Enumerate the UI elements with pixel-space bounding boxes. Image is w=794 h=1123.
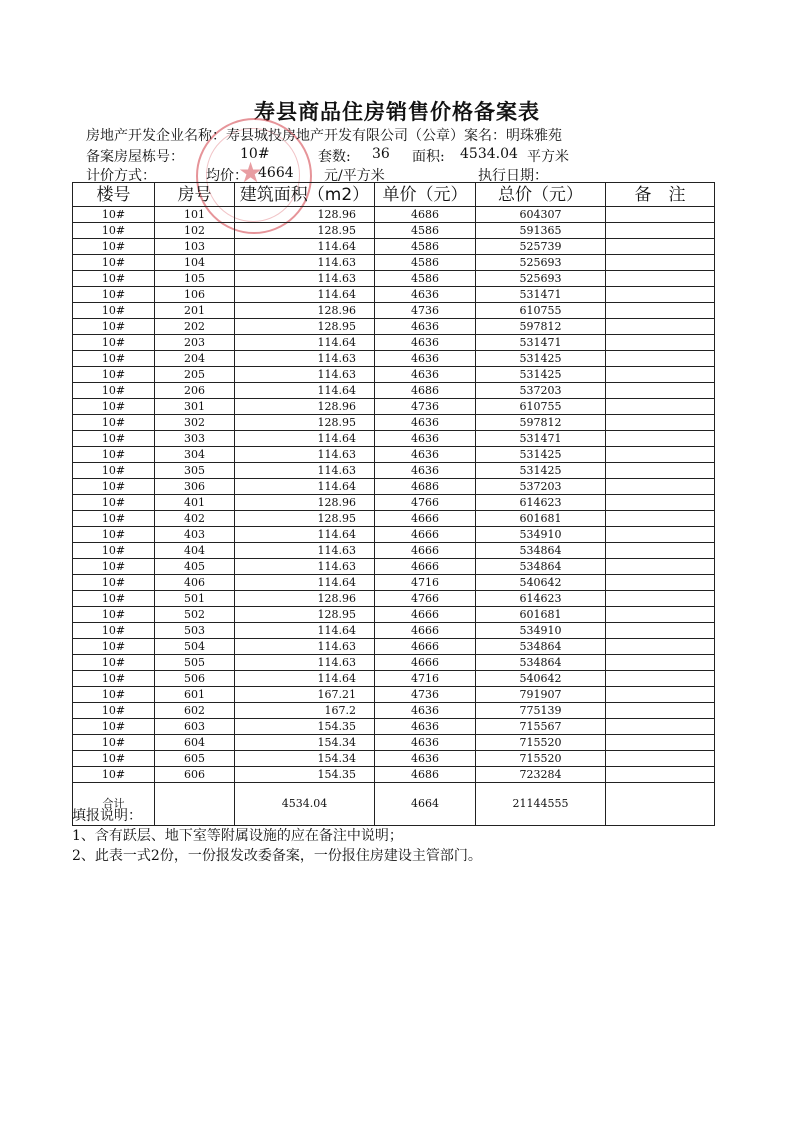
cell-area: 128.95 <box>235 319 375 335</box>
cell-area: 114.63 <box>235 255 375 271</box>
header-room: 房号 <box>155 183 235 207</box>
cell-unit-price: 4666 <box>375 527 476 543</box>
table-row <box>73 559 715 575</box>
cell-building: 10# <box>73 639 155 655</box>
cell-unit-price: 4686 <box>375 767 476 783</box>
table-row <box>73 639 715 655</box>
cell-remark <box>606 767 715 783</box>
cell-building: 10# <box>73 527 155 543</box>
area-label: 面积: <box>412 149 445 165</box>
cell-room: 305 <box>155 463 235 479</box>
cell-room: 303 <box>155 431 235 447</box>
cell-room: 601 <box>155 687 235 703</box>
cell-total-price: 614623 <box>476 495 606 511</box>
cell-building: 10# <box>73 495 155 511</box>
cell-remark <box>606 271 715 287</box>
cell-total-price: 531425 <box>476 367 606 383</box>
header-remark: 备 注 <box>606 183 715 207</box>
note-item-2: 2、此表一式2份，一份报发改委备案，一份报住房建设主管部门。 <box>72 848 482 864</box>
cell-remark <box>606 687 715 703</box>
cell-room: 404 <box>155 543 235 559</box>
cell-total-price: 534864 <box>476 655 606 671</box>
cell-building: 10# <box>73 735 155 751</box>
table-row <box>73 303 715 319</box>
cell-building: 10# <box>73 223 155 239</box>
table-row <box>73 719 715 735</box>
table-header-row <box>73 183 715 207</box>
cell-remark <box>606 575 715 591</box>
cell-unit-price: 4636 <box>375 351 476 367</box>
table-row <box>73 319 715 335</box>
cell-building: 10# <box>73 239 155 255</box>
cell-remark <box>606 367 715 383</box>
cell-unit-price: 4636 <box>375 431 476 447</box>
cell-remark <box>606 303 715 319</box>
table-row <box>73 207 715 223</box>
cell-room: 102 <box>155 223 235 239</box>
cell-building: 10# <box>73 607 155 623</box>
cell-room: 606 <box>155 767 235 783</box>
table-row <box>73 351 715 367</box>
table-row <box>73 527 715 543</box>
cell-room: 304 <box>155 447 235 463</box>
cell-room: 506 <box>155 671 235 687</box>
table-row <box>73 367 715 383</box>
cell-unit-price: 4636 <box>375 367 476 383</box>
cell-unit-price: 4636 <box>375 335 476 351</box>
header-area: 建筑面积（m2） <box>235 183 375 207</box>
cell-total-price: 715567 <box>476 719 606 735</box>
cell-room: 103 <box>155 239 235 255</box>
cell-remark <box>606 319 715 335</box>
cell-unit-price: 4716 <box>375 671 476 687</box>
cell-remark <box>606 783 715 826</box>
cell-remark <box>606 287 715 303</box>
cell-unit-price: 4716 <box>375 575 476 591</box>
cell-remark <box>606 335 715 351</box>
cell-total-price: 525693 <box>476 271 606 287</box>
cell-remark <box>606 655 715 671</box>
cell-building: 10# <box>73 271 155 287</box>
developer-line <box>86 125 562 145</box>
cell-area: 114.64 <box>235 383 375 399</box>
cell-total-price: 531471 <box>476 431 606 447</box>
cell-total-price: 537203 <box>476 479 606 495</box>
cell-room: 204 <box>155 351 235 367</box>
cell-area: 114.63 <box>235 271 375 287</box>
cell-remark <box>606 559 715 575</box>
cell-room: 503 <box>155 623 235 639</box>
cell-remark <box>606 447 715 463</box>
cell-area: 114.63 <box>235 639 375 655</box>
cell-unit-price: 4686 <box>375 479 476 495</box>
cell-room: 302 <box>155 415 235 431</box>
table-row <box>73 623 715 639</box>
cell-room: 604 <box>155 735 235 751</box>
table-row <box>73 543 715 559</box>
area-unit: 平方米 <box>527 149 569 165</box>
cell-total-price: 531425 <box>476 463 606 479</box>
cell-building: 10# <box>73 543 155 559</box>
cell-unit-price: 4636 <box>375 703 476 719</box>
table-row <box>73 703 715 719</box>
cell-remark <box>606 671 715 687</box>
cell-remark <box>606 479 715 495</box>
cell-unit-price: 4666 <box>375 511 476 527</box>
cell-room: 104 <box>155 255 235 271</box>
table-row <box>73 239 715 255</box>
cell-area: 4534.04 <box>235 783 375 826</box>
cell-total-price: 715520 <box>476 751 606 767</box>
table-row <box>73 671 715 687</box>
cell-area: 154.35 <box>235 719 375 735</box>
units-value: 36 <box>372 146 390 162</box>
cell-area: 114.63 <box>235 351 375 367</box>
document-title: 寿县商品住房销售价格备案表 <box>254 100 540 124</box>
table-row <box>73 431 715 447</box>
cell-unit-price: 4766 <box>375 495 476 511</box>
cell-remark <box>606 703 715 719</box>
cell-unit-price: 4736 <box>375 687 476 703</box>
table-row <box>73 447 715 463</box>
cell-unit-price: 4686 <box>375 383 476 399</box>
cell-remark <box>606 495 715 511</box>
cell-area: 114.64 <box>235 527 375 543</box>
cell-unit-price: 4636 <box>375 319 476 335</box>
cell-area: 167.21 <box>235 687 375 703</box>
cell-room: 203 <box>155 335 235 351</box>
cell-building: 10# <box>73 751 155 767</box>
cell-building: 10# <box>73 463 155 479</box>
cell-unit-price: 4666 <box>375 607 476 623</box>
table-row <box>73 479 715 495</box>
cell-unit-price: 4666 <box>375 655 476 671</box>
table-row <box>73 223 715 239</box>
cell-room: 101 <box>155 207 235 223</box>
table-row <box>73 255 715 271</box>
cell-total-price: 601681 <box>476 511 606 527</box>
cell-unit-price: 4636 <box>375 287 476 303</box>
price-table <box>72 182 715 826</box>
cell-total-price: 791907 <box>476 687 606 703</box>
cell-area: 154.34 <box>235 751 375 767</box>
cell-building: 10# <box>73 703 155 719</box>
header-total-price: 总价（元） <box>476 183 606 207</box>
cell-remark <box>606 415 715 431</box>
cell-unit-price: 4586 <box>375 239 476 255</box>
building-value: 10# <box>240 146 270 162</box>
cell-total-price: 604307 <box>476 207 606 223</box>
cell-remark <box>606 463 715 479</box>
cell-building: 合计 <box>73 783 155 826</box>
cell-remark <box>606 543 715 559</box>
cell-total-price: 21144555 <box>476 783 606 826</box>
cell-remark <box>606 351 715 367</box>
avg-label: 均价： <box>206 168 248 184</box>
cell-room: 401 <box>155 495 235 511</box>
cell-total-price: 534864 <box>476 559 606 575</box>
avg-unit: 元/平方米 <box>324 168 385 184</box>
units-label: 套数: <box>318 149 351 165</box>
cell-unit-price: 4586 <box>375 255 476 271</box>
table-row <box>73 767 715 783</box>
cell-room: 106 <box>155 287 235 303</box>
cell-unit-price: 4666 <box>375 543 476 559</box>
cell-room: 603 <box>155 719 235 735</box>
cell-total-price: 597812 <box>476 415 606 431</box>
cell-area: 114.64 <box>235 575 375 591</box>
cell-area: 114.64 <box>235 335 375 351</box>
note-item-1: 1、含有跃层、地下室等附属设施的应在备注中说明； <box>72 828 403 844</box>
cell-area: 128.95 <box>235 511 375 527</box>
cell-total-price: 723284 <box>476 767 606 783</box>
pricing-label: 计价方式： <box>86 168 156 184</box>
cell-unit-price: 4766 <box>375 591 476 607</box>
cell-area: 114.64 <box>235 671 375 687</box>
cell-building: 10# <box>73 383 155 399</box>
cell-area: 128.95 <box>235 607 375 623</box>
area-value: 4534.04 <box>460 146 518 162</box>
cell-total-price: 531471 <box>476 287 606 303</box>
cell-remark <box>606 719 715 735</box>
cell-unit-price: 4664 <box>375 783 476 826</box>
cell-area: 114.64 <box>235 287 375 303</box>
cell-remark <box>606 383 715 399</box>
cell-area: 114.63 <box>235 655 375 671</box>
cell-unit-price: 4636 <box>375 751 476 767</box>
cell-room: 202 <box>155 319 235 335</box>
cell-area: 114.63 <box>235 463 375 479</box>
cell-room: 403 <box>155 527 235 543</box>
table-row <box>73 495 715 511</box>
cell-remark <box>606 239 715 255</box>
cell-building: 10# <box>73 655 155 671</box>
cell-building: 10# <box>73 207 155 223</box>
cell-building: 10# <box>73 431 155 447</box>
cell-area: 128.96 <box>235 303 375 319</box>
cell-unit-price: 4636 <box>375 719 476 735</box>
cell-building: 10# <box>73 351 155 367</box>
cell-total-price: 531425 <box>476 351 606 367</box>
table-row <box>73 335 715 351</box>
cell-total-price: 525739 <box>476 239 606 255</box>
cell-total-price: 610755 <box>476 399 606 415</box>
cell-unit-price: 4636 <box>375 463 476 479</box>
cell-total-price: 534864 <box>476 639 606 655</box>
cell-area: 154.34 <box>235 735 375 751</box>
cell-total-price: 614623 <box>476 591 606 607</box>
developer-value: 寿县城投房地产开发有限公司（公章） <box>226 128 464 144</box>
cell-remark <box>606 735 715 751</box>
table-row <box>73 399 715 415</box>
cell-total-price: 540642 <box>476 671 606 687</box>
developer-label: 房地产开发企业名称： <box>86 128 226 144</box>
cell-total-price: 531471 <box>476 335 606 351</box>
table-row <box>73 575 715 591</box>
cell-total-price: 534910 <box>476 623 606 639</box>
cell-building: 10# <box>73 719 155 735</box>
cell-total-price: 610755 <box>476 303 606 319</box>
cell-room: 406 <box>155 575 235 591</box>
cell-area: 114.64 <box>235 623 375 639</box>
cell-remark <box>606 255 715 271</box>
cell-room: 504 <box>155 639 235 655</box>
cell-total-price: 775139 <box>476 703 606 719</box>
cell-building: 10# <box>73 399 155 415</box>
building-label: 备案房屋栋号： <box>86 149 184 165</box>
cell-area: 114.63 <box>235 367 375 383</box>
cell-room: 405 <box>155 559 235 575</box>
table-row <box>73 287 715 303</box>
cell-remark <box>606 431 715 447</box>
cell-unit-price: 4666 <box>375 623 476 639</box>
cell-unit-price: 4586 <box>375 223 476 239</box>
cell-building: 10# <box>73 255 155 271</box>
cell-area: 128.96 <box>235 399 375 415</box>
cell-area: 154.35 <box>235 767 375 783</box>
cell-area: 128.95 <box>235 415 375 431</box>
cell-room: 501 <box>155 591 235 607</box>
notes-section <box>72 806 482 866</box>
cell-remark <box>606 591 715 607</box>
header-unit-price: 单价（元） <box>375 183 476 207</box>
cell-building: 10# <box>73 687 155 703</box>
notes-heading: 填报说明： <box>72 808 142 824</box>
cell-area: 114.64 <box>235 479 375 495</box>
table-row <box>73 591 715 607</box>
table-row <box>73 751 715 767</box>
cell-building: 10# <box>73 287 155 303</box>
avg-value: 4664 <box>258 165 294 181</box>
cell-area: 128.96 <box>235 207 375 223</box>
table-row <box>73 383 715 399</box>
cell-total-price: 715520 <box>476 735 606 751</box>
cell-total-price: 540642 <box>476 575 606 591</box>
cell-building: 10# <box>73 335 155 351</box>
header-building: 楼号 <box>73 183 155 207</box>
cell-area: 128.95 <box>235 223 375 239</box>
cell-room: 306 <box>155 479 235 495</box>
cell-remark <box>606 623 715 639</box>
cell-room: 105 <box>155 271 235 287</box>
cell-remark <box>606 207 715 223</box>
table-row <box>73 511 715 527</box>
cell-total-price: 601681 <box>476 607 606 623</box>
cell-unit-price: 4736 <box>375 303 476 319</box>
cell-area: 114.63 <box>235 543 375 559</box>
cell-room: 206 <box>155 383 235 399</box>
cell-area: 114.64 <box>235 239 375 255</box>
cell-area: 114.64 <box>235 431 375 447</box>
cell-room: 602 <box>155 703 235 719</box>
cell-total-price: 525693 <box>476 255 606 271</box>
cell-room: 502 <box>155 607 235 623</box>
cell-total-price: 537203 <box>476 383 606 399</box>
table-row <box>73 735 715 751</box>
cell-building: 10# <box>73 623 155 639</box>
cell-remark <box>606 639 715 655</box>
table-row <box>73 463 715 479</box>
table-row <box>73 607 715 623</box>
cell-unit-price: 4666 <box>375 559 476 575</box>
cell-building: 10# <box>73 479 155 495</box>
cell-building: 10# <box>73 367 155 383</box>
table-row <box>73 271 715 287</box>
cell-unit-price: 4636 <box>375 447 476 463</box>
cell-remark <box>606 399 715 415</box>
table-row <box>73 687 715 703</box>
cell-unit-price: 4686 <box>375 207 476 223</box>
cell-area: 167.2 <box>235 703 375 719</box>
cell-total-price: 531425 <box>476 447 606 463</box>
cell-total-price: 534864 <box>476 543 606 559</box>
cell-room: 605 <box>155 751 235 767</box>
cell-building: 10# <box>73 303 155 319</box>
cell-total-price: 534910 <box>476 527 606 543</box>
seal-star-icon: ★ <box>238 156 264 189</box>
cell-total-price: 597812 <box>476 319 606 335</box>
cell-building: 10# <box>73 447 155 463</box>
cell-room: 301 <box>155 399 235 415</box>
cell-building: 10# <box>73 591 155 607</box>
cell-unit-price: 4636 <box>375 735 476 751</box>
cell-unit-price: 4636 <box>375 415 476 431</box>
cell-area: 128.96 <box>235 495 375 511</box>
cell-building: 10# <box>73 559 155 575</box>
cell-unit-price: 4586 <box>375 271 476 287</box>
project-value: 明珠雅苑 <box>506 128 562 144</box>
cell-building: 10# <box>73 767 155 783</box>
cell-remark <box>606 751 715 767</box>
cell-building: 10# <box>73 671 155 687</box>
table-row <box>73 415 715 431</box>
cell-building: 10# <box>73 511 155 527</box>
cell-remark <box>606 223 715 239</box>
cell-building: 10# <box>73 575 155 591</box>
cell-area: 114.63 <box>235 559 375 575</box>
cell-room: 402 <box>155 511 235 527</box>
cell-room: 201 <box>155 303 235 319</box>
table-row <box>73 655 715 671</box>
price-table-body <box>73 183 715 826</box>
exec-date-label: 执行日期： <box>478 168 548 184</box>
cell-total-price: 591365 <box>476 223 606 239</box>
cell-room: 205 <box>155 367 235 383</box>
cell-room: 505 <box>155 655 235 671</box>
cell-remark <box>606 527 715 543</box>
cell-area: 114.63 <box>235 447 375 463</box>
cell-building: 10# <box>73 415 155 431</box>
cell-unit-price: 4666 <box>375 639 476 655</box>
cell-unit-price: 4736 <box>375 399 476 415</box>
cell-building: 10# <box>73 319 155 335</box>
cell-remark <box>606 511 715 527</box>
cell-remark <box>606 607 715 623</box>
cell-area: 128.96 <box>235 591 375 607</box>
project-label: 案名： <box>464 128 506 144</box>
